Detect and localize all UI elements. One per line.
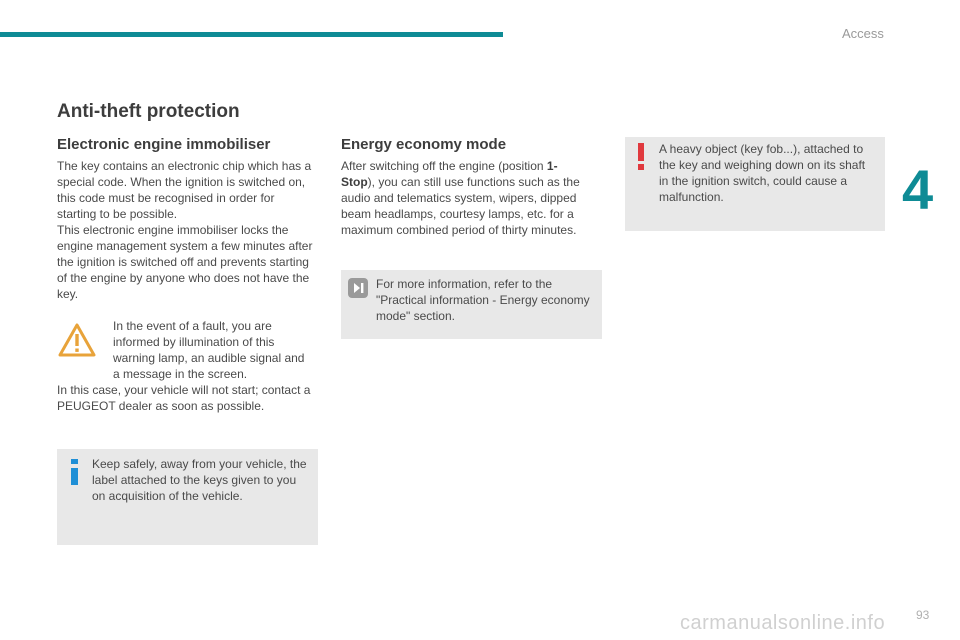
exclamation-icon: [637, 143, 645, 171]
chapter-number: 4: [902, 158, 934, 221]
immobiliser-paragraph-1: The key contains an electronic chip which has a special code. When the ignition is switched on, this code must be recognised in order for starting to be possible.: [57, 159, 312, 221]
warning-lamp-text: In the event of a fault, you are informed by illumination of this warning lamp, an audible signal and a message in the screen.: [113, 319, 305, 381]
energy-economy-text: [341, 158, 591, 238]
info-icon: [70, 459, 80, 485]
header-accent-bar: [0, 32, 503, 37]
key-label-info-box: [57, 449, 318, 545]
page-number: 93: [916, 608, 930, 622]
energy-text-end: ), you can still use functions such as the audio and telematics system, wipers, dipped beam headlamps, courtesy lamps, etc. for a maximum combined period of thirty minutes.: [341, 175, 580, 237]
reference-text: For more information, refer to the "Practical information - Energy economy mode" section.: [376, 277, 590, 323]
energy-text-start: After switching off the engine (position: [341, 159, 547, 173]
skip-forward-icon: [348, 278, 368, 298]
page-title: Anti-theft protection: [57, 101, 240, 122]
warning-triangle-icon: [57, 322, 97, 358]
key-label-info-text: Keep safely, away from your vehicle, the label attached to the keys given to you on acquisition of the vehicle.: [92, 457, 307, 503]
energy-economy-heading: Energy economy mode: [341, 136, 507, 153]
immobiliser-body: [57, 158, 315, 302]
caution-text: A heavy object (key fob...), attached to the key and weighing down on its shaft in the ignition switch, could cause a malfunction.: [659, 142, 866, 204]
energy-text-position: 1-Stop: [341, 159, 558, 189]
watermark: carmanualsonline.info: [680, 612, 886, 634]
section-name: Access: [842, 26, 884, 41]
caution-box: [625, 137, 885, 231]
immobiliser-heading: Electronic engine immobiliser: [57, 136, 271, 153]
immobiliser-paragraph-2: This electronic engine immobiliser locks the engine management system a few minutes after the ignition is switched off and prevents starting of the engine by anyone who does not have the key.: [57, 223, 313, 301]
dealer-contact-text: In this case, your vehicle will not start; contact a PEUGEOT dealer as soon as possible.: [57, 383, 311, 413]
reference-box: [341, 270, 602, 339]
